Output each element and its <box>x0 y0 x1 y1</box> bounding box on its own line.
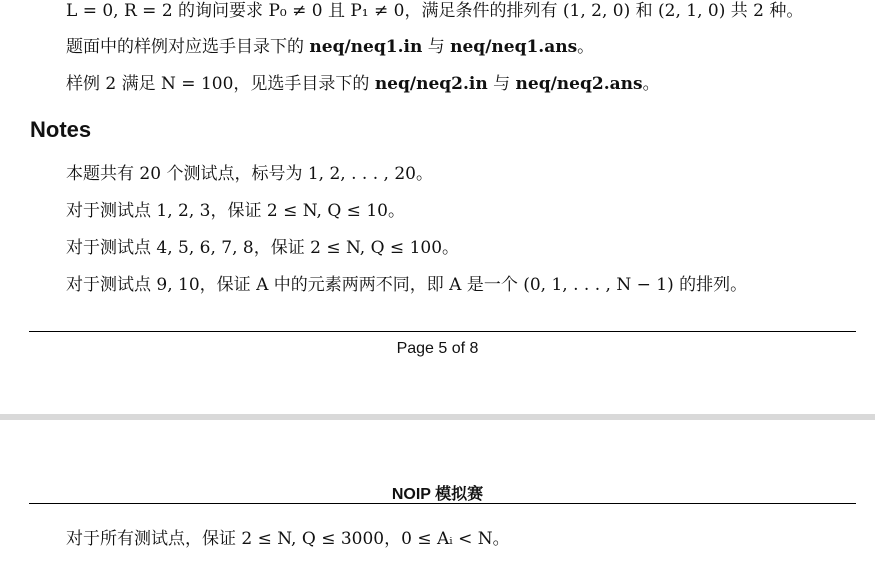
notes-item: 对于测试点 9, 10，保证 A 中的元素两两不同，即 A 是一个 (0, 1, . . . , N − 1) 的排列。 <box>66 275 748 295</box>
sample1-answer-file: neq/neq1.ans <box>450 37 578 57</box>
sample2-input-file: neq/neq2.in <box>374 74 488 94</box>
notes-item: 对于测试点 4, 5, 6, 7, 8，保证 2 ≤ N, Q ≤ 100。 <box>66 238 460 258</box>
sample-explanation-line: L = 0, R = 2 的询问要求 P₀ ≠ 0 且 P₁ ≠ 0，满足条件的排列有 (1, 2, 0) 和 (2, 1, 0) 共 2 种。 <box>66 1 804 21</box>
sample2-mid: 与 <box>487 74 516 94</box>
sample1-prefix: 题面中的样例对应选手目录下的 <box>66 37 310 57</box>
notes-item: 对于测试点 1, 2, 3，保证 2 ≤ N, Q ≤ 10。 <box>66 201 405 221</box>
page-6 <box>0 420 875 588</box>
notes-heading: Notes <box>30 117 92 142</box>
contest-title: NOIP 模拟赛 <box>391 486 484 503</box>
page-header <box>0 481 875 504</box>
sample1-files-line <box>66 36 594 58</box>
sample2-suffix: 。 <box>642 74 660 94</box>
sample1-suffix: 。 <box>577 37 595 57</box>
notes-item: 本题共有 20 个测试点，标号为 1, 2, . . . , 20。 <box>66 164 433 184</box>
sample2-files-line <box>66 73 660 95</box>
footer-rule <box>29 331 856 332</box>
sample1-mid: 与 <box>422 37 451 57</box>
sample2-prefix: 样例 2 满足 N = 100，见选手目录下的 <box>66 74 375 94</box>
header-rule <box>29 503 856 504</box>
constraint-line: 对于所有测试点，保证 2 ≤ N, Q ≤ 3000，0 ≤ Aᵢ < N。 <box>66 529 510 549</box>
sample2-answer-file: neq/neq2.ans <box>515 74 643 94</box>
page-footer: Page 5 of 8 <box>396 340 479 357</box>
sample1-input-file: neq/neq1.in <box>309 37 423 57</box>
